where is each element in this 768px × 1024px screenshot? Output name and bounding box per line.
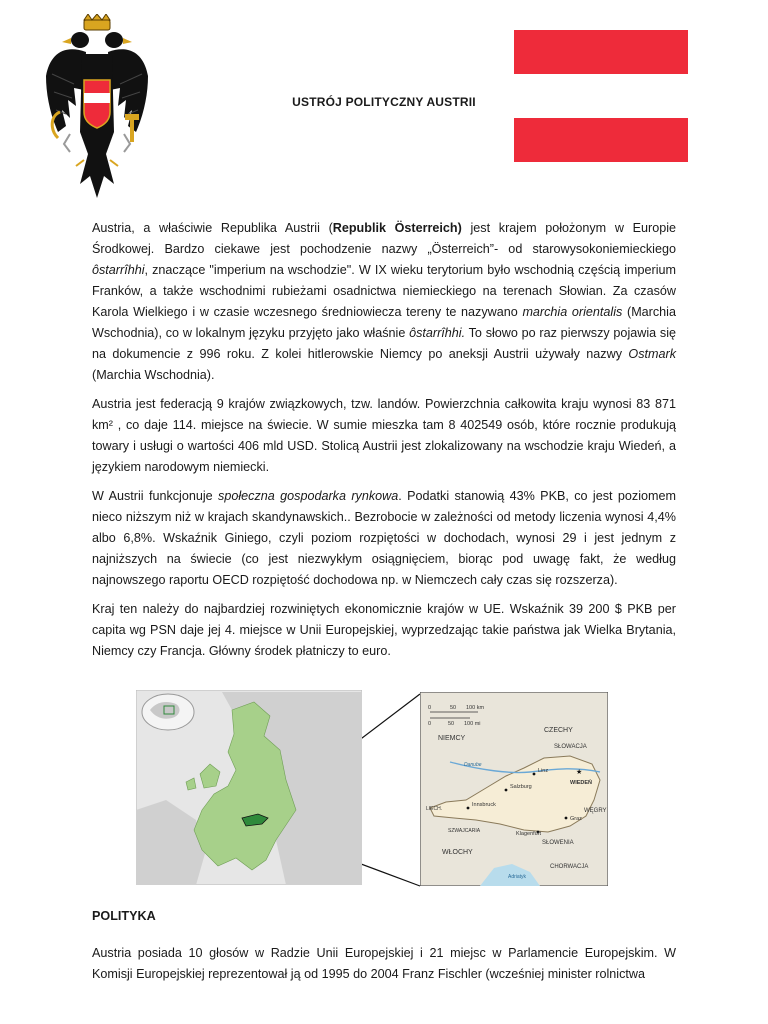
flag-bottom-band bbox=[514, 118, 688, 162]
city-klagenfurt: Klagenfurt bbox=[516, 831, 542, 837]
label-adriatic: Adriatyk bbox=[508, 874, 527, 880]
svg-text:0: 0 bbox=[428, 721, 432, 727]
paragraph-economy: W Austrii funkcjonuje społeczna gospodarka rynkowa. Podatki stanowią 43% PKB, co jest poziomem nieco niższym niż w krajach skandynawskich.. Bezrobocie w zależności od metody liczenia wynosi 4,4% albo 6,8%. Wskaźnik Giniego, czyli poziom rozpiętości w dochodach, wynosi 29 i jest jednym z najniższych na świecie (co jest niezwykłym osiągnięciem, biorąc pod uwagę fakt, że według najnowszego raportu OECD rozpiętość dochodowa np. w Niemczech cały czas się rozszerza). bbox=[92, 489, 677, 587]
label-danube: Danube bbox=[464, 762, 482, 768]
label-slowenia: SŁOWENIA bbox=[542, 840, 574, 846]
city-salzburg: Salzburg bbox=[510, 784, 532, 790]
city-graz: Graz bbox=[570, 816, 582, 822]
label-niemcy: NIEMCY bbox=[438, 735, 466, 742]
label-slowacja: SŁOWACJA bbox=[554, 744, 587, 750]
label-wlochy: WŁOCHY bbox=[442, 849, 473, 856]
label-czechy: CZECHY bbox=[544, 727, 573, 734]
svg-text:0: 0 bbox=[428, 705, 432, 711]
city-wieden: WIEDEŃ bbox=[570, 780, 592, 786]
europe-locator-map bbox=[136, 690, 362, 885]
city-innsbruck: Innsbruck bbox=[472, 802, 496, 808]
label-szwajcaria: SZWAJCARIA bbox=[448, 828, 481, 834]
svg-text:100 km: 100 km bbox=[466, 705, 485, 711]
paragraph-federation: Austria jest federacją 9 krajów związkowych, tzw. landów. Powierzchnia całkowita kraju wynosi 83 871 km² , co daje 114. miejsce na świecie. W sumie mieszka tam 8 402549 osób, które rocznie produkują towary i usługi o wartości 406 mld USD. Stolicą Austrii jest zlokalizowany na wschodzie kraju Wiedeń, a językiem narodowym niemiecki. bbox=[92, 397, 676, 474]
label-wegry: WĘGRY bbox=[584, 808, 607, 814]
austria-detail-map bbox=[420, 692, 608, 886]
document-title: USTRÓJ POLITYCZNY AUSTRII bbox=[292, 95, 476, 109]
svg-text:100 mi: 100 mi bbox=[464, 721, 481, 727]
section-heading-polityka: POLITYKA bbox=[92, 909, 156, 923]
flag-top-band bbox=[514, 30, 688, 74]
svg-text:50: 50 bbox=[450, 705, 457, 711]
capital-star-icon: ★ bbox=[576, 769, 583, 776]
city-linz: Linz bbox=[538, 768, 549, 774]
paragraph-eu-rank: Kraj ten należy do najbardziej rozwiniętych ekonomicznie krajów w UE. Wskaźnik 39 200 $ PKB per capita wg PSN daje jej 4. miejsce w Unii Europejskiej, wyprzedzając takie państwa jak Wielka Brytania, Niemcy czy Francja. Główny środek płatniczy to euro. bbox=[92, 602, 676, 658]
svg-text:50: 50 bbox=[448, 721, 455, 727]
paragraph-intro: Austria, a właściwie Republika Austrii (Republik Österreich) jest krajem położonym w Europie Środkowej. Bardzo ciekawe jest pochodzenie nazwy „Österreich”- od starowysokoniemieckiego ôstarrîhhi, znaczące "imperium na wschodzie". W IX wieku terytorium było wschodnią częścią imperium Franków, a także wschodnimi rubieżami osadnictwa niemieckiego na terenach Słowian. Za czasów Karola Wielkiego i w czasie wczesnego średniowiecza tereny te nazywano marchia orientalis (Marchia Wschodnia), co w lokalnym języku przyjęto jako właśnie ôstarrîhhi. To słowo po raz pierwszy pojawia się na dokumencie z 996 roku. Z kolei hitlerowskie Niemcy po aneksji Austrii używały nazwy Ostmark (Marchia Wschodnia). bbox=[92, 221, 677, 382]
label-chorwacja: CHORWACJA bbox=[550, 864, 589, 870]
paragraph-politics: Austria posiada 10 głosów w Radzie Unii Europejskiej i 21 miejsc w Parlamencie Europejskim. W Komisji Europejskiej reprezentował ją od 1995 do 2004 Franz Fischler (wcześniej minister rolnictwa bbox=[92, 946, 676, 981]
label-liech: LIECH. bbox=[426, 806, 443, 812]
